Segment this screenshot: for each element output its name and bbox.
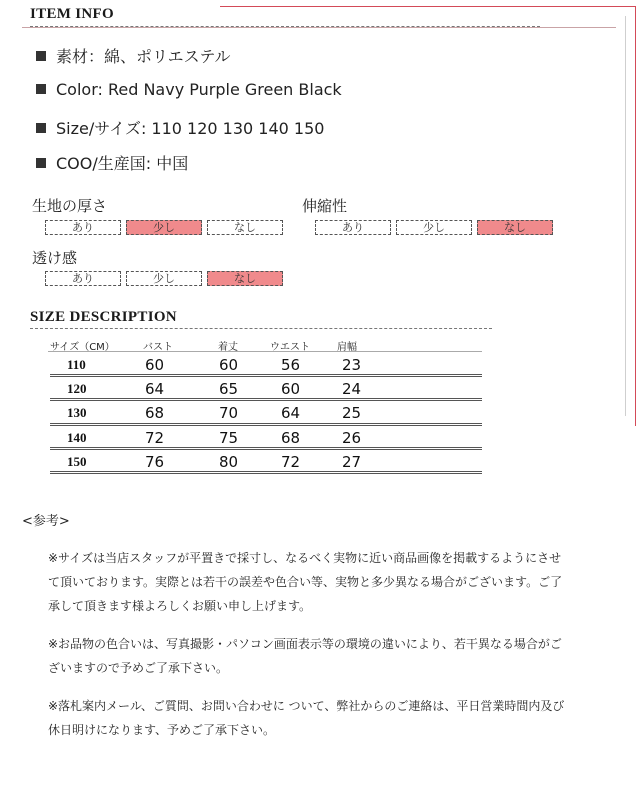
row-divider (50, 423, 482, 426)
table-cell: 68 (281, 429, 301, 447)
table-cell: 150 (67, 454, 87, 469)
table-cell: 65 (219, 380, 239, 398)
table-cell: 140 (67, 430, 87, 445)
reference-note-color: ※お品物の色合いは、写真撮影・パソコン画面表示等の環境の違いにより、若干異なる場合がございますので予めご了承下さい。 (48, 637, 562, 675)
header-waist: ウエスト (270, 342, 310, 353)
table-cell: 60 (145, 356, 165, 374)
bullet-icon (36, 51, 46, 61)
table-cell: 70 (219, 404, 239, 422)
table-cell: 72 (145, 429, 165, 447)
table-cell: 27 (342, 453, 362, 471)
decor-line-top (220, 6, 636, 7)
table-cell: 76 (145, 453, 165, 471)
stretch-option-nashi: なし (477, 220, 553, 235)
table-cell: 64 (281, 404, 301, 422)
stretch-option-ari: あり (315, 220, 391, 235)
reference-note-contact: ※落札案内メール、ご質問、お問い合わせに ついて、弊社からのご連絡は、平日営業時間内及び休日明けになります、予めご了承下さい。 (48, 699, 565, 737)
table-cell: 130 (67, 405, 87, 420)
thickness-option-nashi: なし (207, 220, 283, 235)
stretch-label: 伸縮性 (302, 197, 348, 215)
sheer-option-ari: あり (45, 271, 121, 286)
reference-title: <参考> (22, 514, 70, 529)
header-size: サイズ（CM） (50, 342, 115, 353)
table-cell: 75 (219, 429, 239, 447)
row-divider (50, 398, 482, 401)
table-cell: 64 (145, 380, 165, 398)
decor-line-right (635, 6, 636, 426)
header-shoulder: 肩幅 (337, 342, 357, 353)
stretch-option-sukoshi: 少し (396, 220, 472, 235)
row-divider (50, 471, 482, 474)
thickness-label: 生地の厚さ (32, 197, 108, 215)
header-bust: バスト (143, 342, 173, 353)
table-cell: 68 (145, 404, 165, 422)
spec-coo: COO/生産国: 中国 (36, 151, 188, 174)
bullet-icon (36, 158, 46, 168)
sheer-option-nashi: なし (207, 271, 283, 286)
spec-size: Size/サイズ: 110 120 130 140 150 (36, 116, 324, 139)
thickness-option-sukoshi: 少し (126, 220, 202, 235)
table-cell: 60 (281, 380, 301, 398)
table-cell: 60 (219, 356, 239, 374)
table-cell: 120 (67, 381, 87, 396)
table-cell: 80 (219, 453, 239, 471)
header-rule (48, 351, 482, 352)
size-description-title: SIZE DESCRIPTION (30, 309, 177, 325)
table-cell: 25 (342, 404, 362, 422)
table-cell: 110 (67, 357, 86, 372)
bullet-icon (36, 123, 46, 133)
spec-color: Color: Red Navy Purple Green Black (36, 80, 342, 99)
spec-material: 素材：綿、ポリエステル (36, 44, 231, 67)
table-cell: 24 (342, 380, 362, 398)
size-description-divider (30, 328, 492, 329)
table-cell: 26 (342, 429, 362, 447)
table-cell: 23 (342, 356, 362, 374)
reference-note-size: ※サイズは当店スタッフが平置きで採寸し、なるべく実物に近い商品画像を掲載するようにさせて頂いております。実際とは若干の誤差や色合い等、実物と多少異なる場合がございます。ご了承して頂きます様よろしくお願い申し上げます。 (48, 551, 563, 613)
item-info-divider (30, 26, 540, 27)
table-cell: 72 (281, 453, 301, 471)
row-divider (50, 374, 482, 377)
decor-line-right-gray (625, 16, 626, 416)
thickness-option-ari: あり (45, 220, 121, 235)
header-length: 着丈 (218, 342, 238, 353)
sheer-option-sukoshi: 少し (126, 271, 202, 286)
sheer-label: 透け感 (32, 249, 78, 267)
item-info-title: ITEM INFO (30, 6, 114, 22)
row-divider (50, 447, 482, 450)
table-cell: 56 (281, 356, 301, 374)
bullet-icon (36, 84, 46, 94)
